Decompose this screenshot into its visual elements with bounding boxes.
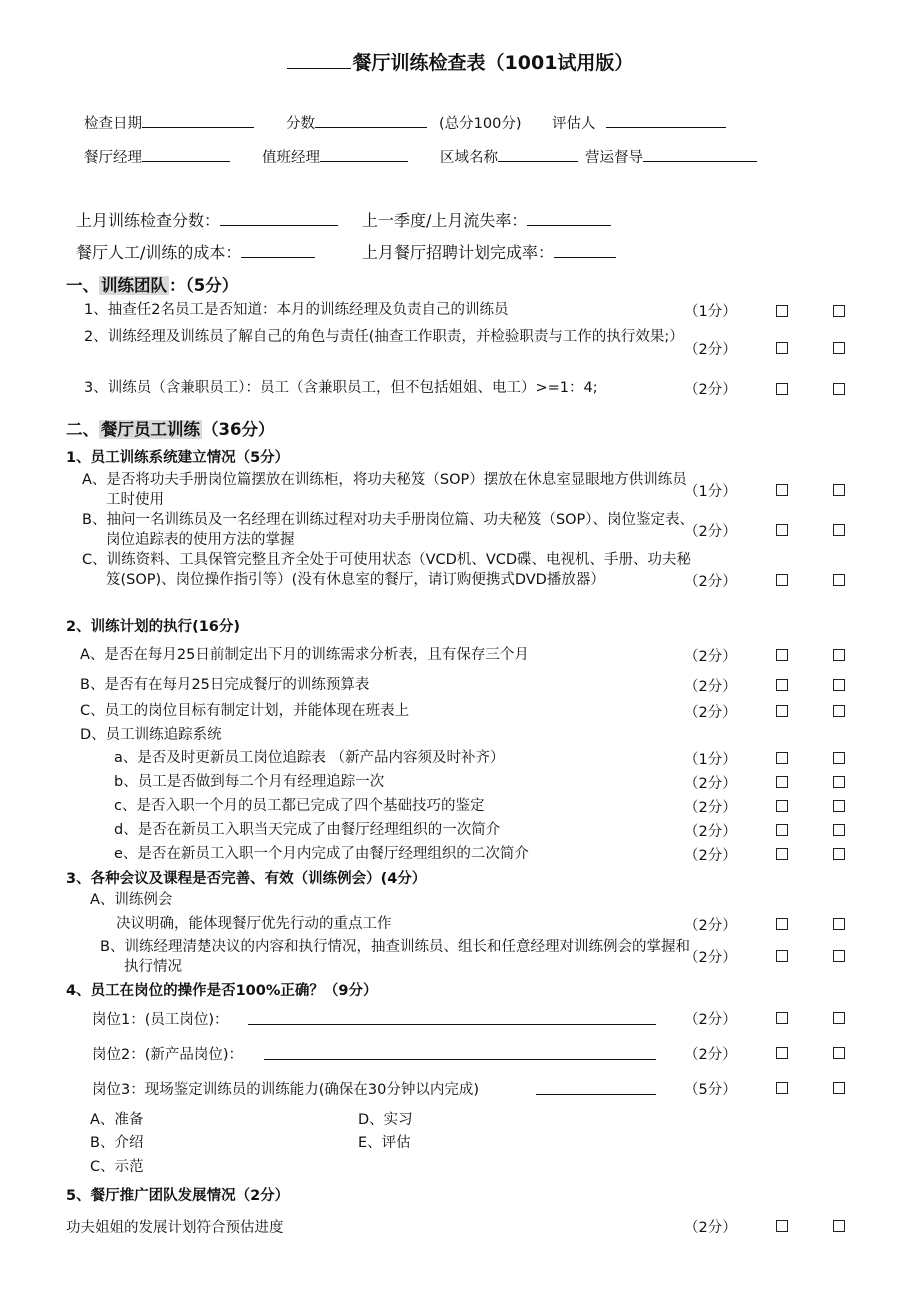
s2-2-d-item-c-checkbox-a[interactable] xyxy=(776,800,788,812)
s1-item-3-checkbox-b[interactable] xyxy=(833,383,845,395)
s2-4-post-1-checkbox-a[interactable] xyxy=(776,1012,788,1024)
recruit-rate-field[interactable]: 上月餐厅招聘计划完成率： xyxy=(362,240,616,263)
restaurant-manager-field[interactable]: 餐厅经理 xyxy=(84,146,230,167)
s2-4-post-2[interactable]: 岗位2：(新产品岗位)： xyxy=(92,1047,244,1063)
section1-name: 训练团队 xyxy=(101,276,167,295)
labor-cost-field[interactable]: 餐厅人工/训练的成本： xyxy=(76,240,315,263)
s2-1-item-a-points: （1分） xyxy=(684,484,737,500)
s2-2-d-item-a: a、是否及时更新员工岗位追踪表 （新产品内容须及时补齐） xyxy=(114,750,505,766)
s2-sub3-title: 3、各种会议及课程是否完善、有效（训练例会）(4分） xyxy=(66,871,427,887)
s2-4-post-2-line[interactable] xyxy=(264,1059,656,1060)
s2-2-d-item-c: c、是否入职一个月的员工都已完成了四个基础技巧的鉴定 xyxy=(114,798,485,814)
s2-4-post-3-line[interactable] xyxy=(536,1094,656,1095)
section2-name: 餐厅员工训练 xyxy=(101,420,200,439)
shift-manager-field[interactable]: 值班经理 xyxy=(262,146,408,167)
s2-2-d-item-d-checkbox-b[interactable] xyxy=(833,824,845,836)
s2-1-item-c-checkbox-b[interactable] xyxy=(833,574,845,586)
s1-item-3-points: （2分） xyxy=(684,382,737,398)
last-month-score-field[interactable]: 上月训练检查分数： xyxy=(76,208,338,231)
s2-4-post-1-line[interactable] xyxy=(248,1024,656,1025)
s2-3-a-label: A、训练例会 xyxy=(90,892,173,908)
s2-4-post-2-points: （2分） xyxy=(684,1047,737,1063)
s2-1-item-b-checkbox-a[interactable] xyxy=(776,524,788,536)
s2-2-item-a-points: （2分） xyxy=(684,649,737,665)
s2-1-item-c-checkbox-a[interactable] xyxy=(776,574,788,586)
s2-4-post-2-checkbox-b[interactable] xyxy=(833,1047,845,1059)
section1-heading: 一、 训练团队 ：（5分） xyxy=(66,276,239,295)
s2-2-d-item-e-checkbox-b[interactable] xyxy=(833,848,845,860)
s2-5-points: （2分） xyxy=(684,1220,737,1236)
s2-4-option-e: E、评估 xyxy=(358,1135,411,1151)
s2-2-item-c-checkbox-b[interactable] xyxy=(833,705,845,717)
s2-2-item-c-checkbox-a[interactable] xyxy=(776,705,788,717)
assessor-field[interactable]: 评估人 xyxy=(552,112,726,133)
total-score-note: (总分100分) xyxy=(439,116,522,132)
s2-2-d-item-d: d、是否在新员工入职当天完成了由餐厅经理组织的一次简介 xyxy=(114,822,501,838)
s2-2-d-item-c-points: （2分） xyxy=(684,800,737,816)
s2-2-item-b: B、是否有在每月25日完成餐厅的训练预算表 xyxy=(80,677,370,693)
s2-1-item-b-points: （2分） xyxy=(684,524,737,540)
s2-1-item-a-checkbox-a[interactable] xyxy=(776,484,788,496)
s1-item-1-checkbox-b[interactable] xyxy=(833,305,845,317)
s2-sub4-title: 4、员工在岗位的操作是否100%正确？（9分） xyxy=(66,983,378,999)
s2-2-item-c-points: （2分） xyxy=(684,705,737,721)
s1-item-1-points: （1分） xyxy=(684,304,737,320)
s2-2-item-a-checkbox-a[interactable] xyxy=(776,649,788,661)
s2-4-option-d: D、实习 xyxy=(358,1112,413,1128)
s2-3-a-text: 决议明确，能体现餐厅优先行动的重点工作 xyxy=(116,916,392,932)
s2-2-d-item-d-checkbox-a[interactable] xyxy=(776,824,788,836)
check-date-field[interactable]: 检查日期 xyxy=(84,112,254,133)
s2-1-item-a-checkbox-b[interactable] xyxy=(833,484,845,496)
s1-item-3-checkbox-a[interactable] xyxy=(776,383,788,395)
s2-4-option-b: B、介绍 xyxy=(90,1135,144,1151)
s2-3-b-checkbox-b[interactable] xyxy=(833,950,845,962)
s2-3-a-checkbox-a[interactable] xyxy=(776,918,788,930)
s2-sub5-title: 5、餐厅推广团队发展情况（2分） xyxy=(66,1188,290,1204)
s2-2-d-item-b-checkbox-b[interactable] xyxy=(833,776,845,788)
title-text: 餐厅训练检查表（1001试用版） xyxy=(352,52,634,74)
s2-2-d-item-b-points: （2分） xyxy=(684,776,737,792)
s2-2-d-item-b-checkbox-a[interactable] xyxy=(776,776,788,788)
s2-4-post-3-points: （5分） xyxy=(684,1082,737,1098)
s2-1-item-b: B、抽问一名训练员及一名经理在训练过程对功夫手册岗位篇、功夫秘笈（SOP）、岗位鉴定表、岗位追踪表的使用方法的掌握 xyxy=(82,512,695,548)
s2-4-post-1[interactable]: 岗位1：(员工岗位)： xyxy=(92,1012,229,1028)
s2-2-item-b-checkbox-b[interactable] xyxy=(833,679,845,691)
s2-2-item-b-checkbox-a[interactable] xyxy=(776,679,788,691)
title-blank-underline xyxy=(287,50,351,69)
s2-sub1-title: 1、员工训练系统建立情况（5分） xyxy=(66,450,290,466)
s2-1-item-b-checkbox-b[interactable] xyxy=(833,524,845,536)
s2-4-post-3-checkbox-b[interactable] xyxy=(833,1082,845,1094)
s2-2-item-a-checkbox-b[interactable] xyxy=(833,649,845,661)
s2-2-d-item-e-checkbox-a[interactable] xyxy=(776,848,788,860)
page-title xyxy=(0,48,920,75)
s2-2-d-item-d-points: （2分） xyxy=(684,824,737,840)
s2-3-a-points: （2分） xyxy=(684,918,737,934)
s2-4-option-a: A、准备 xyxy=(90,1112,144,1128)
s2-2-d-item-a-points: （1分） xyxy=(684,752,737,768)
s1-item-2-checkbox-b[interactable] xyxy=(833,342,845,354)
score-field[interactable]: 分数 xyxy=(286,112,427,133)
s2-2-d-item-b: b、员工是否做到每二个月有经理追踪一次 xyxy=(114,774,385,790)
s2-2-d-item-e-points: （2分） xyxy=(684,848,737,864)
s2-2-item-b-points: （2分） xyxy=(684,679,737,695)
s2-3-b-text: B、训练经理清楚决议的内容和执行情况，抽查训练员、组长和任意经理对训练例会的掌握和执行情况 xyxy=(100,939,690,975)
s2-4-post-1-points: （2分） xyxy=(684,1012,737,1028)
s2-2-d-item-e: e、是否在新员工入职一个月内完成了由餐厅经理组织的二次简介 xyxy=(114,846,529,862)
turnover-field[interactable]: 上一季度/上月流失率： xyxy=(362,208,611,231)
s2-1-item-c: C、训练资料、工具保管完整且齐全处于可使用状态（VCD机、VCD碟、电视机、手册、功夫秘笈(SOP)、岗位操作指引等）(没有休息室的餐厅，请订购便携式DVD播放器） xyxy=(82,552,692,588)
s2-3-b-checkbox-a[interactable] xyxy=(776,950,788,962)
s2-2-item-a: A、是否在每月25日前制定出下月的训练需求分析表，且有保存三个月 xyxy=(80,647,529,663)
s2-2-item-c: C、员工的岗位目标有制定计划，并能体现在班表上 xyxy=(80,703,410,719)
s2-4-post-2-checkbox-a[interactable] xyxy=(776,1047,788,1059)
section2-heading: 二、 餐厅员工训练 （36分） xyxy=(66,420,275,439)
s1-item-1: 1、抽查任2名员工是否知道：本月的训练经理及负责自己的训练员 xyxy=(84,302,509,318)
s1-item-2-checkbox-a[interactable] xyxy=(776,342,788,354)
s2-sub2-title: 2、训练计划的执行(16分) xyxy=(66,619,241,635)
ops-supervisor-field[interactable]: 营运督导 xyxy=(585,146,757,167)
s2-4-option-c: C、示范 xyxy=(90,1159,144,1175)
region-field[interactable]: 区域名称 xyxy=(440,146,578,167)
s2-4-post-3[interactable]: 岗位3：现场鉴定训练员的训练能力(确保在30分钟以内完成) xyxy=(92,1082,479,1098)
s2-5-checkbox-a[interactable] xyxy=(776,1220,788,1232)
s1-item-3: 3、训练员（含兼职员工）：员工（含兼职员工，但不包括姐姐、电工）>=1：4; xyxy=(84,380,598,396)
s2-4-post-1-checkbox-b[interactable] xyxy=(833,1012,845,1024)
s2-1-item-c-points: （2分） xyxy=(684,574,737,590)
s2-1-item-a: A、是否将功夫手册岗位篇摆放在训练柜，将功夫秘笈（SOP）摆放在休息室显眼地方供训练员工时使用 xyxy=(82,472,687,508)
s2-2-d-item-a-checkbox-a[interactable] xyxy=(776,752,788,764)
s2-4-post-3-checkbox-a[interactable] xyxy=(776,1082,788,1094)
s2-2-d-item-c-checkbox-b[interactable] xyxy=(833,800,845,812)
s2-2-item-d-label: D、员工训练追踪系统 xyxy=(80,727,222,743)
s2-3-a-checkbox-b[interactable] xyxy=(833,918,845,930)
s1-item-2-points: （2分） xyxy=(684,342,737,358)
s2-2-d-item-a-checkbox-b[interactable] xyxy=(833,752,845,764)
s2-3-b-points: （2分） xyxy=(684,950,737,966)
s1-item-2: 2、训练经理及训练员了解自己的角色与责任(抽查工作职责，并检验职责与工作的执行效果;） xyxy=(84,329,684,345)
s2-5-text: 功夫姐姐的发展计划符合预估进度 xyxy=(66,1220,284,1236)
s2-5-checkbox-b[interactable] xyxy=(833,1220,845,1232)
s1-item-1-checkbox-a[interactable] xyxy=(776,305,788,317)
